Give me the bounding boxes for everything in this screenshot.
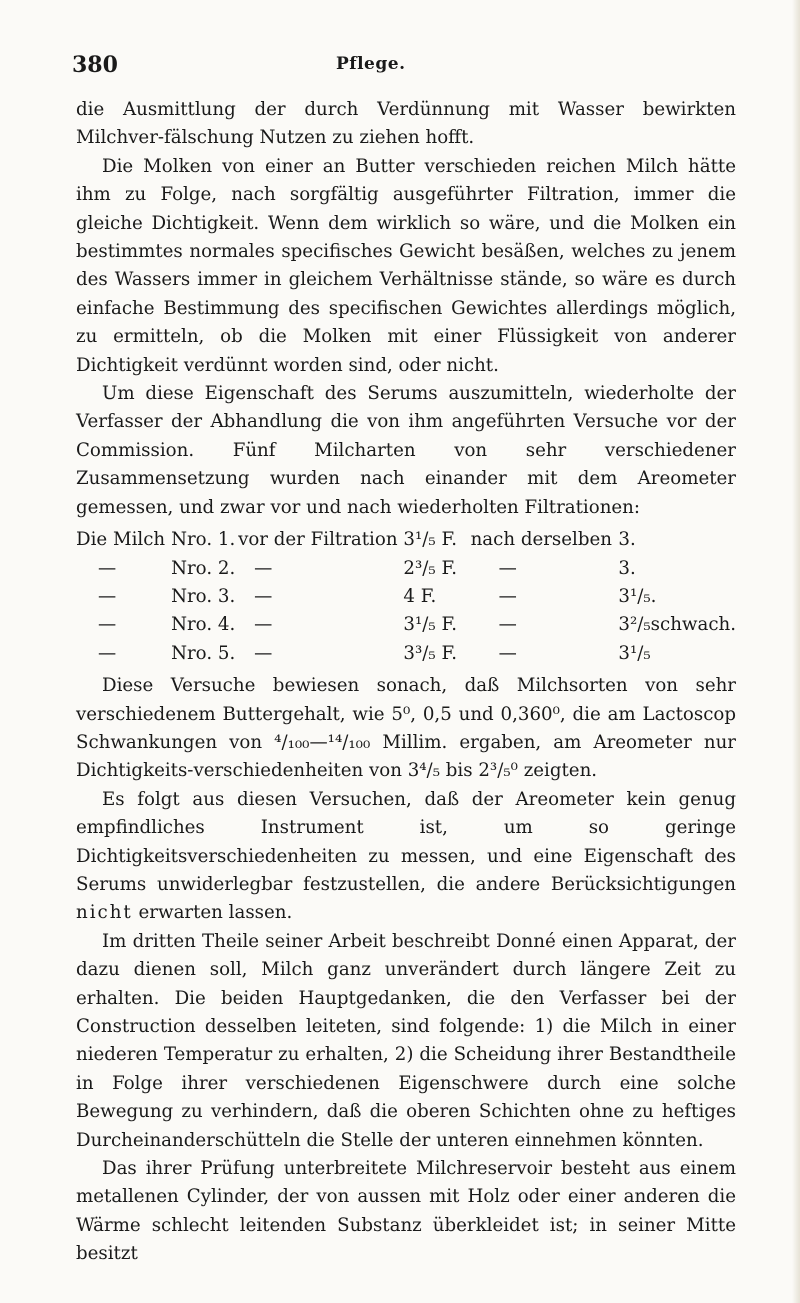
row-lead: — <box>98 642 117 664</box>
row-lead: — <box>98 557 117 579</box>
paragraph-text: erwarten lassen. <box>138 902 293 924</box>
paragraph <box>76 786 736 928</box>
before-value: 3³/₅ F. <box>403 642 458 664</box>
page-body <box>76 96 736 1269</box>
page-edge <box>792 0 800 1303</box>
before-label: vor der Filtration <box>238 529 398 551</box>
row-lead: — <box>98 614 117 636</box>
before-value: 3¹/₅ F. <box>403 614 458 636</box>
paragraph: Das ihrer Prüfung unterbreitete Milchreservoir besteht aus einem metallenen Cylinder, der von aussen mit Holz oder einer anderen die Wärme schlecht leitenden Substanz überkleidet ist; in seiner Mitte besitzt <box>76 1158 736 1265</box>
sample-number: Nro. 4. <box>171 614 236 636</box>
paragraph: Im dritten Theile seiner Arbeit beschreibt Donné einen Apparat, der dazu dienen soll, Milch ganz unverändert durch längere Zeit zu erhalten. Die beiden Hauptgedanken, die den Verfasser bei der Construction desselben leiteten, sind folgende: 1) die Milch in einer niederen Temperatur zu erhalten, 2) die Scheidung ihrer Bestandtheile in Folge ihrer verschiedenen Eigenschwere durch eine solche Bewegung zu verhindern, daß die oberen Schichten ohne zu heftiges Durcheinanderschütteln die Stelle der unteren einnehmen könnten. <box>76 930 736 1151</box>
before-label: — <box>254 585 273 607</box>
sample-number: Nro. 5. <box>171 642 236 664</box>
measurement-row <box>76 611 736 639</box>
sample-number: Nro. 2. <box>171 557 236 579</box>
row-lead: Die Milch <box>76 529 166 551</box>
measurement-table <box>76 526 736 668</box>
after-label: nach derselben <box>470 529 612 551</box>
after-value: 3. <box>618 529 636 551</box>
before-value: 4 F. <box>403 585 437 607</box>
measurement-row <box>76 583 736 611</box>
before-label: — <box>254 614 273 636</box>
measurement-row <box>76 555 736 583</box>
page-number: 380 <box>72 52 118 78</box>
measurement-row <box>76 640 736 668</box>
after-value: 3. <box>618 557 636 579</box>
paragraph: Die Molken von einer an Butter verschieden reichen Milch hätte ihm zu Folge, nach sorgfältig ausgeführter Filtration, immer die gleiche Dichtigkeit. Wenn dem wirklich so wäre, und die Molken ein bestimmtes normales specifisches Gewicht besäßen, welches zu jenem des Wassers immer in gleichem Verhältnisse stände, so wäre es durch einfache Bestimmung des specifischen Gewichtes allerdings möglich, zu ermitteln, ob die Molken mit einer Flüssigkeit von anderer Dichtigkeit verdünnt worden sind, oder nicht. <box>76 155 736 376</box>
before-label: — <box>254 557 273 579</box>
before-value: 3¹/₅ F. <box>403 529 458 551</box>
after-value: 3²/₅schwach. <box>618 614 736 636</box>
before-label: — <box>254 642 273 664</box>
after-value: 3¹/₅. <box>618 585 657 607</box>
measurement-row <box>76 526 736 554</box>
emphasized-word: nicht <box>76 902 133 924</box>
page-header <box>0 52 800 82</box>
after-label: — <box>498 585 517 607</box>
after-label: — <box>498 642 517 664</box>
after-label: — <box>498 557 517 579</box>
sample-number: Nro. 1. <box>171 529 236 551</box>
sample-number: Nro. 3. <box>171 585 236 607</box>
row-lead: — <box>98 585 117 607</box>
paragraph-text: Es folgt aus diesen Versuchen, daß der Areometer kein genug empfindliches Instrument ist, um so geringe Dichtigkeitsverschiedenheiten zu messen, und eine Eigenschaft des Serums unwiderlegbar festzustellen, die andere Berücksichtigungen <box>76 788 736 895</box>
after-value: 3¹/₅ <box>618 642 651 664</box>
before-value: 2³/₅ F. <box>403 557 458 579</box>
after-label: — <box>498 614 517 636</box>
paragraph: Diese Versuche bewiesen sonach, daß Milchsorten von sehr verschiedenem Buttergehalt, wie 5⁰, 0,5 und 0,360⁰, die am Lactoscop Schwankungen von ⁴/₁₀₀—¹⁴/₁₀₀ Millim. ergaben, am Areometer nur Dichtigkeits-verschiedenheiten von 3⁴/₅ bis 2³/₅⁰ zeigten. <box>76 675 736 782</box>
running-title: Pflege. <box>336 54 406 74</box>
paragraph: die Ausmittlung der durch Verdünnung mit Wasser bewirkten Milchver-fälschung Nutzen zu ziehen hofft. <box>76 99 736 149</box>
paragraph: Um diese Eigenschaft des Serums auszumitteln, wiederholte der Verfasser der Abhandlung die von ihm angeführten Versuche vor der Commission. Fünf Milcharten von sehr verschiedener Zusammensetzung wurden nach einander mit dem Areometer gemessen, und zwar vor und nach wiederholten Filtrationen: <box>76 383 736 518</box>
